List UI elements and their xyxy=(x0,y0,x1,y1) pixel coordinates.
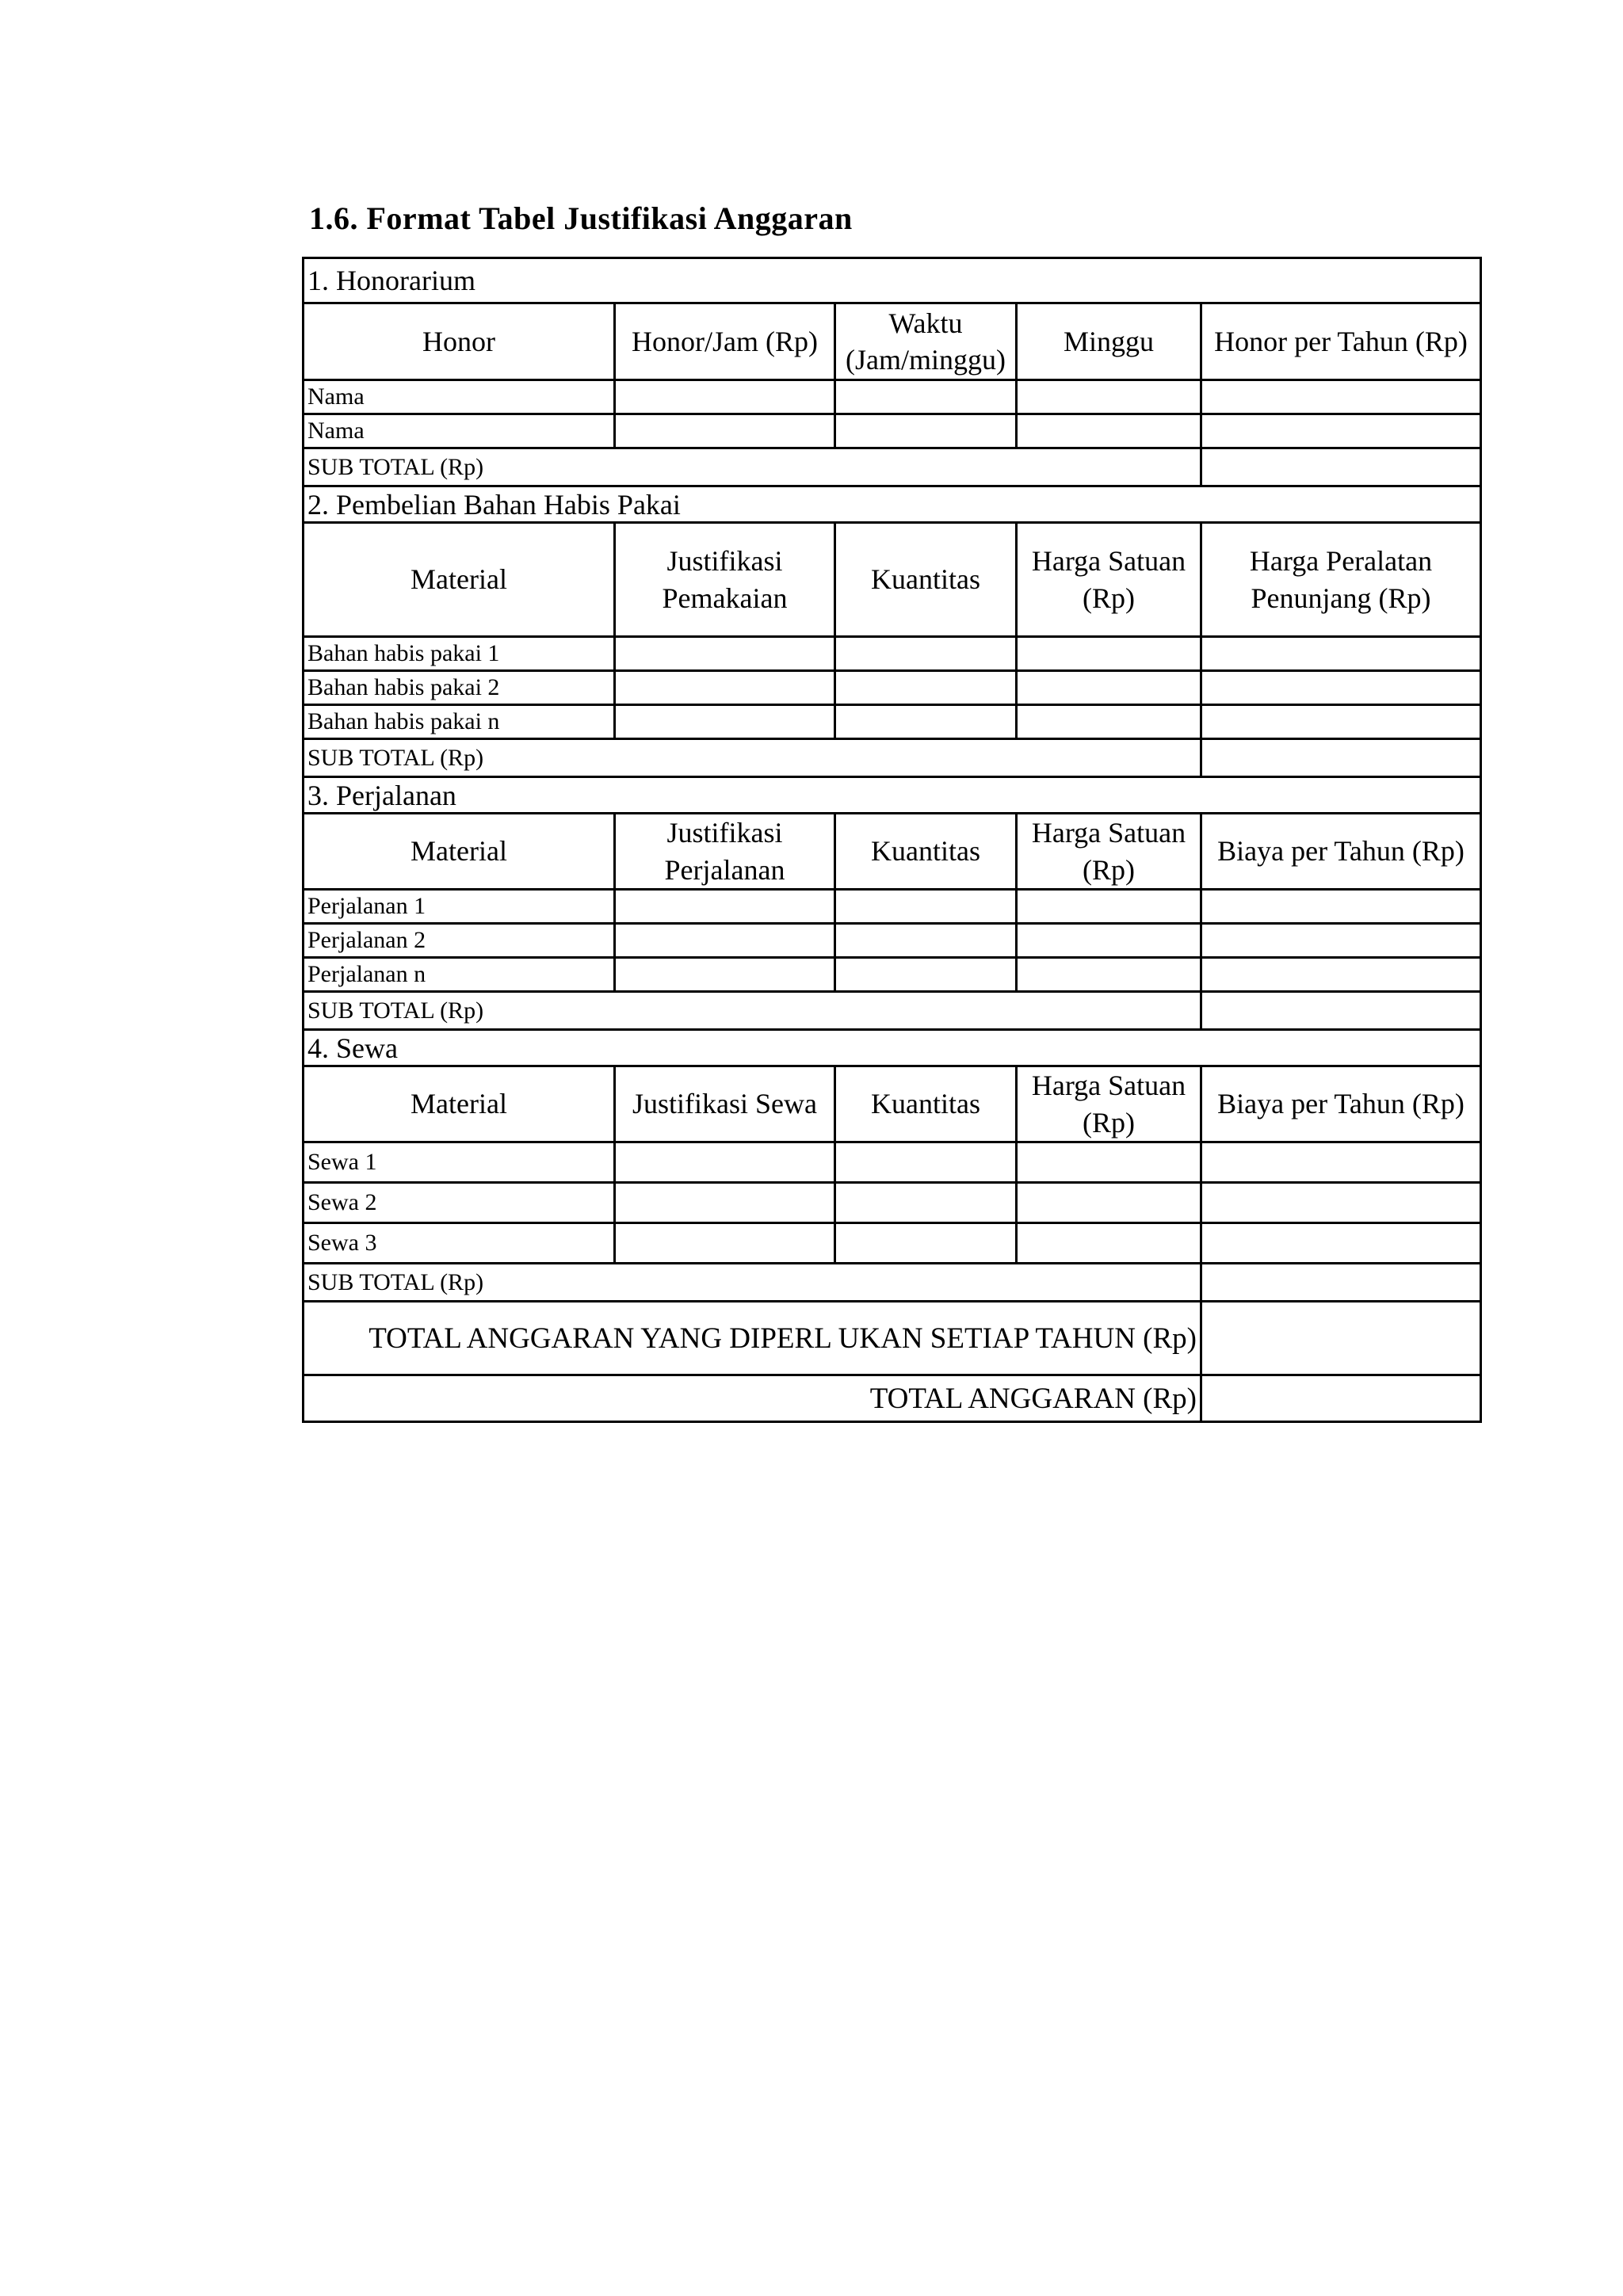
input-cell[interactable] xyxy=(835,380,1017,414)
row-label: Bahan habis pakai 1 xyxy=(304,637,615,671)
input-cell[interactable] xyxy=(1017,705,1201,739)
grand-total-label: TOTAL ANGGARAN (Rp) xyxy=(304,1375,1201,1422)
input-cell[interactable] xyxy=(615,1223,835,1264)
column-header: Justifikasi Perjalanan xyxy=(615,814,835,890)
subtotal-value-cell[interactable] xyxy=(1201,1264,1481,1302)
input-cell[interactable] xyxy=(1201,1183,1481,1223)
input-cell[interactable] xyxy=(615,637,835,671)
table-row xyxy=(304,705,1481,739)
input-cell[interactable] xyxy=(615,890,835,924)
input-cell[interactable] xyxy=(835,1142,1017,1183)
row-label: Nama xyxy=(304,380,615,414)
input-cell[interactable] xyxy=(615,1183,835,1223)
input-cell[interactable] xyxy=(835,890,1017,924)
column-header: Harga Satuan (Rp) xyxy=(1017,814,1201,890)
subtotal-value-cell[interactable] xyxy=(1201,448,1481,486)
column-header: Kuantitas xyxy=(835,523,1017,637)
input-cell[interactable] xyxy=(1017,890,1201,924)
input-cell[interactable] xyxy=(1201,1142,1481,1183)
subtotal-label: SUB TOTAL (Rp) xyxy=(304,448,1201,486)
section-label: 1. Honorarium xyxy=(304,258,1481,303)
input-cell[interactable] xyxy=(1017,637,1201,671)
budget-justification-table xyxy=(302,257,1482,1423)
column-header: Biaya per Tahun (Rp) xyxy=(1201,1066,1481,1142)
input-cell[interactable] xyxy=(835,637,1017,671)
input-cell[interactable] xyxy=(1201,924,1481,958)
column-header: Minggu xyxy=(1017,303,1201,380)
row-label: Bahan habis pakai n xyxy=(304,705,615,739)
table-row xyxy=(304,958,1481,992)
subtotal-label: SUB TOTAL (Rp) xyxy=(304,992,1201,1030)
subtotal-row xyxy=(304,448,1481,486)
table-row xyxy=(304,1223,1481,1264)
grand-total-value-cell[interactable] xyxy=(1201,1375,1481,1422)
grand-total-row xyxy=(304,1375,1481,1422)
column-header: Honor per Tahun (Rp) xyxy=(1201,303,1481,380)
table-row xyxy=(304,890,1481,924)
column-header: Material xyxy=(304,814,615,890)
table-row xyxy=(304,1183,1481,1223)
input-cell[interactable] xyxy=(1017,1183,1201,1223)
input-cell[interactable] xyxy=(835,705,1017,739)
input-cell[interactable] xyxy=(1201,414,1481,448)
table-row xyxy=(304,671,1481,705)
table-row xyxy=(304,380,1481,414)
row-label: Nama xyxy=(304,414,615,448)
row-label: Perjalanan 1 xyxy=(304,890,615,924)
row-label: Perjalanan n xyxy=(304,958,615,992)
document-title: 1.6. Format Tabel Justifikasi Anggaran xyxy=(309,200,853,236)
header-row xyxy=(304,523,1481,637)
section-row-honorarium xyxy=(304,258,1481,303)
header-row xyxy=(304,303,1481,380)
header-row xyxy=(304,1066,1481,1142)
column-header: Honor xyxy=(304,303,615,380)
section-label: 4. Sewa xyxy=(304,1030,1481,1066)
section-label: 3. Perjalanan xyxy=(304,777,1481,814)
subtotal-row xyxy=(304,739,1481,777)
input-cell[interactable] xyxy=(1017,924,1201,958)
annual-total-label: TOTAL ANGGARAN YANG DIPERL UKAN SETIAP TAHUN (Rp) xyxy=(304,1302,1201,1375)
column-header: Kuantitas xyxy=(835,1066,1017,1142)
table-row xyxy=(304,924,1481,958)
input-cell[interactable] xyxy=(1017,414,1201,448)
subtotal-value-cell[interactable] xyxy=(1201,992,1481,1030)
annual-total-value-cell[interactable] xyxy=(1201,1302,1481,1375)
row-label: Bahan habis pakai 2 xyxy=(304,671,615,705)
table-row xyxy=(304,1142,1481,1183)
input-cell[interactable] xyxy=(835,414,1017,448)
subtotal-value-cell[interactable] xyxy=(1201,739,1481,777)
input-cell[interactable] xyxy=(1017,958,1201,992)
input-cell[interactable] xyxy=(835,1183,1017,1223)
input-cell[interactable] xyxy=(615,1142,835,1183)
input-cell[interactable] xyxy=(1017,671,1201,705)
input-cell[interactable] xyxy=(615,924,835,958)
input-cell[interactable] xyxy=(835,958,1017,992)
section-row-perjalanan xyxy=(304,777,1481,814)
column-header: Material xyxy=(304,1066,615,1142)
input-cell[interactable] xyxy=(835,671,1017,705)
input-cell[interactable] xyxy=(1201,890,1481,924)
column-header: Justifikasi Pemakaian xyxy=(615,523,835,637)
input-cell[interactable] xyxy=(1201,380,1481,414)
header-row xyxy=(304,814,1481,890)
input-cell[interactable] xyxy=(1201,705,1481,739)
input-cell[interactable] xyxy=(835,924,1017,958)
row-label: Sewa 1 xyxy=(304,1142,615,1183)
column-header: Harga Satuan (Rp) xyxy=(1017,1066,1201,1142)
row-label: Sewa 2 xyxy=(304,1183,615,1223)
input-cell[interactable] xyxy=(1017,1142,1201,1183)
input-cell[interactable] xyxy=(1201,958,1481,992)
input-cell[interactable] xyxy=(615,414,835,448)
input-cell[interactable] xyxy=(1201,1223,1481,1264)
input-cell[interactable] xyxy=(1201,637,1481,671)
input-cell[interactable] xyxy=(1201,671,1481,705)
table-row xyxy=(304,414,1481,448)
input-cell[interactable] xyxy=(1017,380,1201,414)
input-cell[interactable] xyxy=(615,671,835,705)
column-header: Material xyxy=(304,523,615,637)
column-header: Harga Satuan (Rp) xyxy=(1017,523,1201,637)
column-header: Kuantitas xyxy=(835,814,1017,890)
column-header: Justifikasi Sewa xyxy=(615,1066,835,1142)
section-label: 2. Pembelian Bahan Habis Pakai xyxy=(304,486,1481,523)
subtotal-label: SUB TOTAL (Rp) xyxy=(304,1264,1201,1302)
subtotal-row xyxy=(304,1264,1481,1302)
annual-total-row xyxy=(304,1302,1481,1375)
column-header: Waktu (Jam/minggu) xyxy=(835,303,1017,380)
column-header: Honor/Jam (Rp) xyxy=(615,303,835,380)
input-cell[interactable] xyxy=(615,705,835,739)
table-row xyxy=(304,637,1481,671)
section-row-sewa xyxy=(304,1030,1481,1066)
subtotal-label: SUB TOTAL (Rp) xyxy=(304,739,1201,777)
subtotal-row xyxy=(304,992,1481,1030)
input-cell[interactable] xyxy=(615,958,835,992)
section-row-bahan-habis-pakai xyxy=(304,486,1481,523)
column-header: Biaya per Tahun (Rp) xyxy=(1201,814,1481,890)
input-cell[interactable] xyxy=(615,380,835,414)
row-label: Perjalanan 2 xyxy=(304,924,615,958)
input-cell[interactable] xyxy=(1017,1223,1201,1264)
input-cell[interactable] xyxy=(835,1223,1017,1264)
column-header: Harga Peralatan Penunjang (Rp) xyxy=(1201,523,1481,637)
row-label: Sewa 3 xyxy=(304,1223,615,1264)
